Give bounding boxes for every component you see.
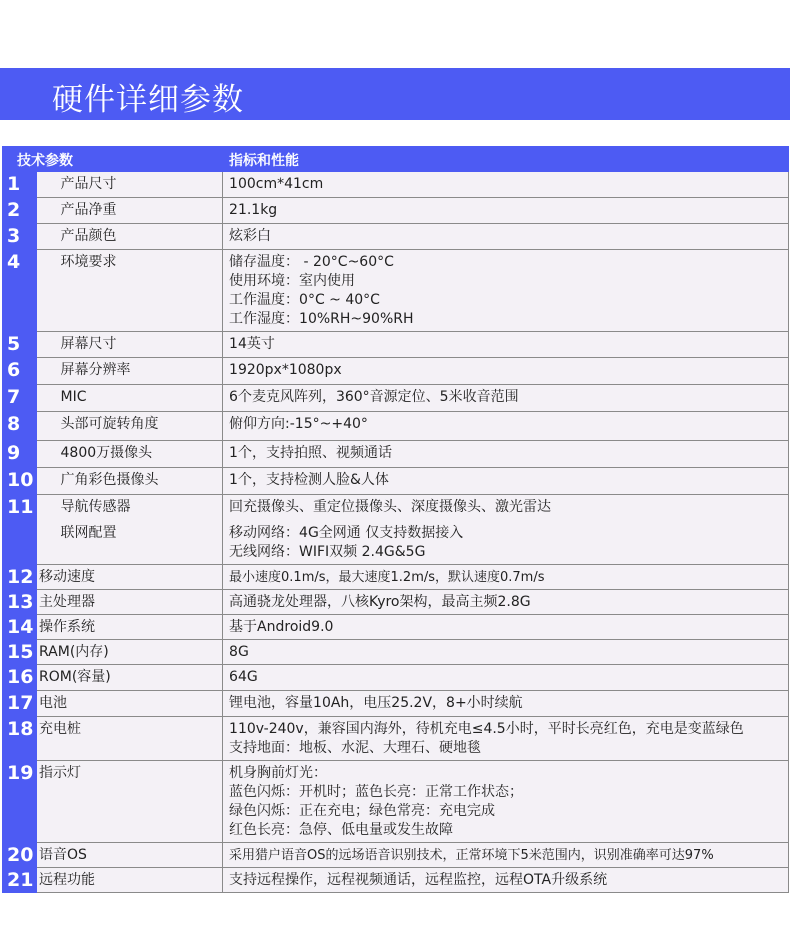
param-name: 操作系统 <box>39 619 95 635</box>
row-spacer <box>37 250 47 332</box>
spec-value-line: 14英寸 <box>229 336 275 352</box>
param-name-cell <box>47 250 223 332</box>
param-name: MIC <box>60 389 87 405</box>
spec-value-cell <box>223 441 789 468</box>
param-name: 4800万摄像头 <box>60 445 153 461</box>
row-spacer <box>37 468 47 495</box>
page-title: 硬件详细参数 <box>52 82 244 118</box>
spec-value-cell <box>223 332 789 358</box>
table-row <box>3 198 789 224</box>
row-number: 17 <box>3 691 37 717</box>
param-name-cell <box>47 198 223 224</box>
table-row <box>3 665 789 691</box>
spec-value-line: 锂电池，容量10Ah，电压25.2V，8+小时续航 <box>229 695 523 711</box>
spec-value-line: 最小速度0.1m/s，最大速度1.2m/s，默认速度0.7m/s <box>229 570 545 585</box>
table-row <box>3 385 789 412</box>
row-spacer <box>37 198 47 224</box>
row-number: 18 <box>3 717 37 761</box>
spec-value-line: 110v-240v，兼容国内海外，待机充电≤4.5小时，平时长亮红色，充电是变蓝绿色 <box>229 721 744 737</box>
spec-value-cell <box>223 224 789 250</box>
spec-value-line: 储存温度： - 20°C~60°C <box>229 254 394 270</box>
table-row <box>3 565 789 590</box>
table-row <box>3 843 789 868</box>
spec-subvalue-line: 无线网络：WIFI双频 2.4G&5G <box>229 544 426 560</box>
spec-value-line: 绿色闪烁：正在充电；绿色常亮：充电完成 <box>229 803 496 819</box>
column-header-spec: 指标和性能 <box>223 147 789 172</box>
row-number: 14 <box>3 615 37 640</box>
row-number: 20 <box>3 843 37 868</box>
spec-value-line: 21.1kg <box>229 202 278 218</box>
spec-value-line: 6个麦克风阵列，360°音源定位、5米收音范围 <box>229 389 519 405</box>
param-name: 指示灯 <box>39 765 81 781</box>
spec-value-line: 俯仰方向:-15°~+40° <box>229 416 368 432</box>
table-row <box>3 172 789 198</box>
spec-value-line: 采用猎户语音OS的远场语音识别技术，正常环境下5米范围内，识别准确率可达97% <box>229 848 714 863</box>
spec-value-cell <box>223 590 789 615</box>
table-row <box>3 412 789 441</box>
row-spacer <box>37 172 47 198</box>
param-name-cell <box>37 868 223 893</box>
param-name-cell <box>47 332 223 358</box>
param-name-cell <box>37 615 223 640</box>
spec-value-cell <box>223 843 789 868</box>
param-name-cell <box>37 691 223 717</box>
param-name-cell <box>37 665 223 691</box>
spec-subvalue-line: 移动网络：4G全网通 仅支持数据接入 <box>229 525 464 541</box>
row-number: 3 <box>3 224 37 250</box>
spec-value-cell <box>223 495 789 565</box>
param-name-cell <box>47 495 223 565</box>
param-name-cell <box>47 358 223 385</box>
row-spacer <box>37 385 47 412</box>
param-name-cell <box>47 468 223 495</box>
row-number: 2 <box>3 198 37 224</box>
param-name: 语音OS <box>39 847 87 863</box>
spec-value-line: 支持远程操作，远程视频通话，远程监控，远程OTA升级系统 <box>229 872 608 888</box>
spec-value-line: 工作湿度：10%RH~90%RH <box>229 311 414 327</box>
param-name: RAM(内存) <box>39 644 109 660</box>
param-name-cell <box>37 761 223 843</box>
spec-value-line: 蓝色闪烁：开机时；蓝色长亮：正常工作状态； <box>229 784 524 800</box>
table-row <box>3 441 789 468</box>
row-number: 11 <box>3 495 37 565</box>
spec-value-line: 64G <box>229 669 258 685</box>
spec-value-cell <box>223 717 789 761</box>
table-row <box>3 590 789 615</box>
param-name: 环境要求 <box>60 254 117 270</box>
spec-value-cell <box>223 868 789 893</box>
table-row <box>3 761 789 843</box>
row-number: 15 <box>3 640 37 665</box>
spec-value-line: 工作温度：0°C ~ 40°C <box>229 292 380 308</box>
table-row <box>3 717 789 761</box>
param-name: ROM(容量) <box>39 669 111 685</box>
spec-value-cell <box>223 640 789 665</box>
row-number: 6 <box>3 358 37 385</box>
spec-value-cell <box>223 761 789 843</box>
param-name-cell <box>47 224 223 250</box>
table-row <box>3 868 789 893</box>
table-row <box>3 468 789 495</box>
row-spacer <box>37 495 47 565</box>
table-row <box>3 224 789 250</box>
param-subname: 联网配置 <box>60 525 117 541</box>
param-name: 移动速度 <box>39 569 95 585</box>
spec-value-line: 基于Android9.0 <box>229 619 334 635</box>
param-name-cell <box>37 590 223 615</box>
param-name: 屏幕尺寸 <box>60 336 117 352</box>
table-row <box>3 358 789 385</box>
table-row <box>3 691 789 717</box>
param-name: 产品尺寸 <box>60 176 117 192</box>
spec-value-line: 8G <box>229 644 249 660</box>
spec-value-line: 回充摄像头、重定位摄像头、深度摄像头、激光雷达 <box>229 499 552 515</box>
row-spacer <box>37 224 47 250</box>
spec-value-line: 支持地面：地板、水泥、大理石、硬地毯 <box>229 740 482 756</box>
spec-value-cell <box>223 565 789 590</box>
column-header-param: 技术参数 <box>3 147 223 172</box>
spec-value-line: 1个，支持检测人脸&人体 <box>229 472 389 488</box>
param-name: 导航传感器 <box>60 499 131 515</box>
row-spacer <box>37 412 47 441</box>
row-number: 13 <box>3 590 37 615</box>
spec-value-cell <box>223 665 789 691</box>
param-name-cell <box>47 412 223 441</box>
spec-value-cell <box>223 691 789 717</box>
param-name: 头部可旋转角度 <box>60 416 159 432</box>
spec-value-cell <box>223 468 789 495</box>
row-number: 10 <box>3 468 37 495</box>
table-row <box>3 332 789 358</box>
row-number: 7 <box>3 385 37 412</box>
spec-value-cell <box>223 172 789 198</box>
spec-value-line: 100cm*41cm <box>229 176 324 192</box>
title-banner <box>0 68 790 120</box>
param-name: 产品颜色 <box>60 228 117 244</box>
row-number: 5 <box>3 332 37 358</box>
param-name: 主处理器 <box>39 594 95 610</box>
row-number: 19 <box>3 761 37 843</box>
spec-value-cell <box>223 615 789 640</box>
spec-value-line: 高通骁龙处理器，八核Kyro架构，最高主频2.8G <box>229 594 531 610</box>
spec-value-line: 红色长亮：急停、低电量或发生故障 <box>229 822 454 838</box>
param-name-cell <box>47 172 223 198</box>
spec-value-cell <box>223 250 789 332</box>
param-name-cell <box>37 717 223 761</box>
spec-table-body <box>3 172 789 893</box>
row-number: 4 <box>3 250 37 332</box>
spec-value-cell <box>223 385 789 412</box>
table-row <box>3 615 789 640</box>
row-number: 12 <box>3 565 37 590</box>
row-number: 8 <box>3 412 37 441</box>
row-spacer <box>37 441 47 468</box>
param-name: 屏幕分辨率 <box>60 362 131 378</box>
param-name: 产品净重 <box>60 202 117 218</box>
spec-value-cell <box>223 198 789 224</box>
spec-value-cell <box>223 412 789 441</box>
row-number: 1 <box>3 172 37 198</box>
spec-value-line: 炫彩白 <box>229 228 272 244</box>
spec-value-line: 1920px*1080px <box>229 362 342 378</box>
spec-value-line: 1个，支持拍照、视频通话 <box>229 445 392 461</box>
table-row <box>3 250 789 332</box>
spec-value-line: 使用环境：室内使用 <box>229 273 356 289</box>
param-name: 远程功能 <box>39 872 95 888</box>
row-spacer <box>37 332 47 358</box>
row-number: 16 <box>3 665 37 691</box>
param-name-cell <box>47 441 223 468</box>
row-number: 9 <box>3 441 37 468</box>
param-name-cell <box>37 640 223 665</box>
table-row <box>3 495 789 565</box>
row-number: 21 <box>3 868 37 893</box>
param-name-cell <box>37 565 223 590</box>
spec-value-cell <box>223 358 789 385</box>
row-spacer <box>37 358 47 385</box>
param-name-cell <box>37 843 223 868</box>
param-name-cell <box>47 385 223 412</box>
param-name: 充电桩 <box>39 721 81 737</box>
spec-table <box>2 146 789 893</box>
param-name: 广角彩色摄像头 <box>60 472 159 488</box>
param-name: 电池 <box>39 695 67 711</box>
table-header-row <box>3 147 789 172</box>
table-row <box>3 640 789 665</box>
spec-value-line: 机身胸前灯光： <box>229 765 328 781</box>
